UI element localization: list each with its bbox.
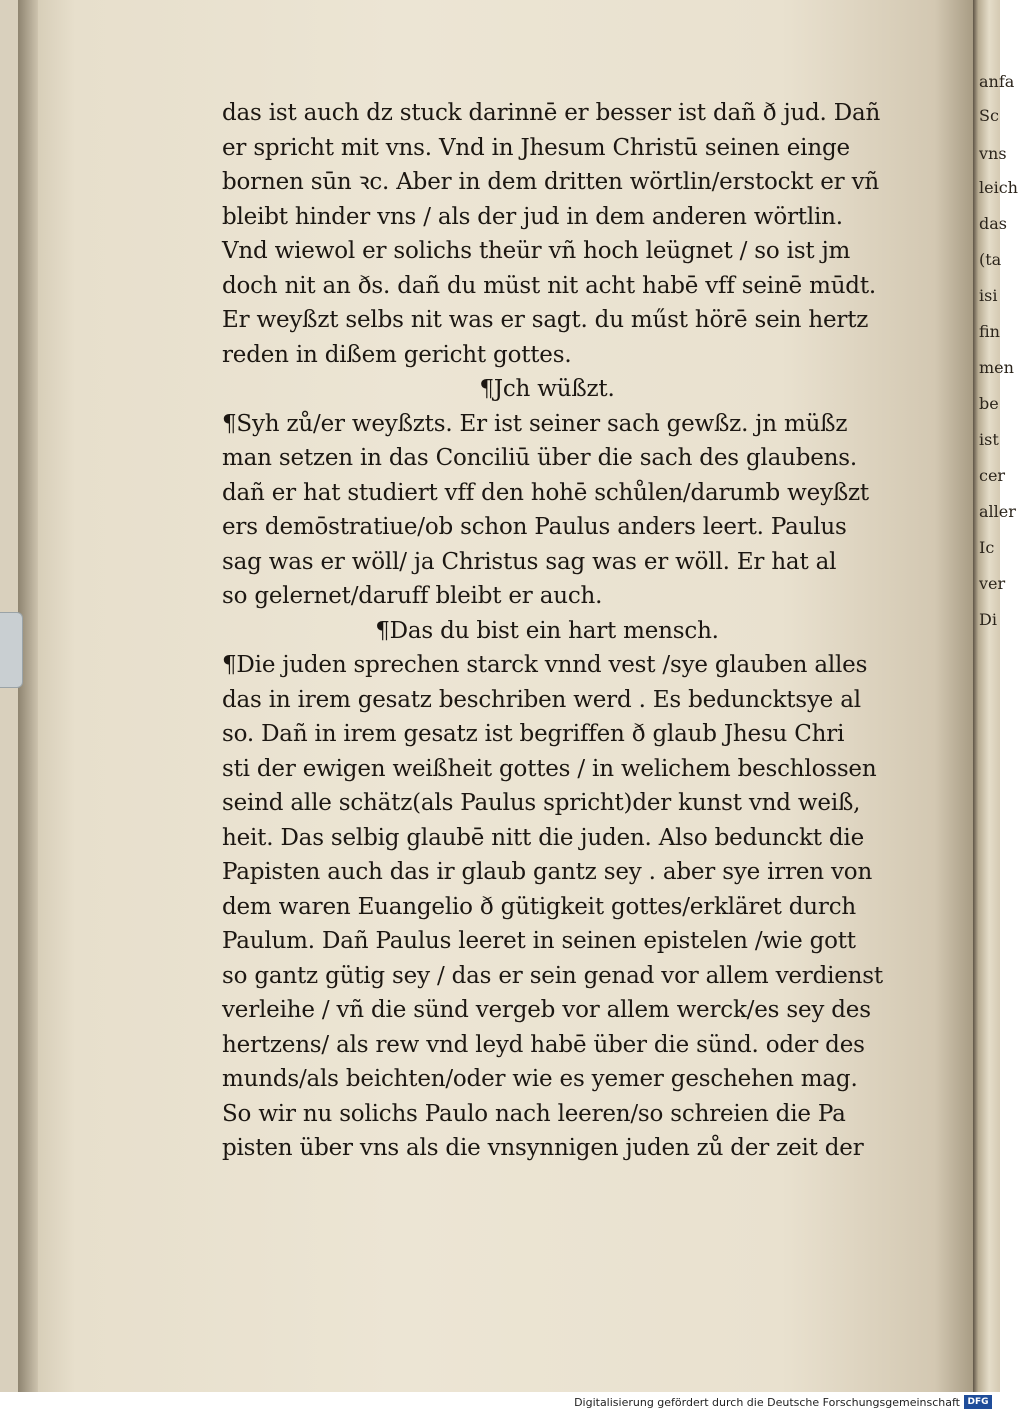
spine-fragment: aller (979, 502, 1016, 521)
text-line: heit. Das selbig glaubē nitt die juden. Also bedunckt die (222, 824, 865, 851)
text-line: so. Dañ in irem gesatz ist begriffen ð glaub Jhesu Chri (222, 721, 845, 747)
facing-page-edge (973, 0, 1018, 1392)
text-line: doch nit an ðs. dañ du müst nit acht habē vff seinē mūdt. (222, 272, 876, 299)
spine-fragment: Sc (979, 106, 999, 125)
spine-fragment: das (979, 214, 1007, 233)
spine-fragment: be (979, 394, 999, 413)
text-line: hertzens/ als rew vnd leyd habē über die sünd. oder des (222, 1031, 865, 1058)
text-line: Papisten auch das ir glaub gantz sey . aber sye irren von (222, 859, 873, 885)
page-text (222, 96, 932, 1166)
funding-credit: Digitalisierung gefördert durch die Deutsche Forschungsgemeinschaft (574, 1396, 960, 1409)
text-line: das in irem gesatz beschriben werd . Es beduncktsye al (222, 686, 861, 713)
text-line: er spricht mit vns. Vnd in Jhesum Christū seinen einge (222, 134, 850, 161)
spine-fragment: fin (979, 322, 1000, 341)
text-line: reden in dißem gericht gottes. (222, 341, 572, 368)
spine-fragment: isi (979, 286, 998, 305)
dfg-logo: DFG (964, 1395, 992, 1409)
spine-fragment: Ic (979, 538, 995, 557)
text-line: pisten über vns als die vnsynnigen juden zů der zeit der (222, 1135, 864, 1161)
text-line: ¶Die juden sprechen starck vnnd vest /sye glauben alles (222, 652, 868, 678)
text-line: man setzen in das Conciliū über die sach des glaubens. (222, 445, 858, 471)
text-line: ¶Syh zů/er weyßzts. Er ist seiner sach gewßz. jn müßz (222, 410, 848, 437)
text-line: bornen sūn ꝛc. Aber in dem dritten wörtlin/erstockt er vñ (222, 169, 879, 195)
spine-fragment: vns (979, 144, 1007, 163)
text-line: sti der ewigen weißheit gottes / in welichem beschlossen (222, 755, 877, 782)
spine-fragment: (ta (979, 250, 1002, 269)
text-line: seind alle schätz(als Paulus spricht)der kunst vnd weiß, (222, 790, 861, 816)
text-line: dem waren Euangelio ð gütigkeit gottes/erkläret durch (222, 893, 857, 920)
text-line: das ist auch dz stuck darinnē er besser ist dañ ð jud. Dañ (222, 100, 881, 126)
text-line: ers demōstratiue/ob schon Paulus anders leert. Paulus (222, 514, 847, 540)
text-line: so gelernet/daruff bleibt er auch. (222, 583, 603, 609)
text-line: munds/als beichten/oder wie es yemer geschehen mag. (222, 1066, 858, 1092)
spine-fragment: leich (979, 178, 1018, 197)
spine-fragment: ist (979, 430, 999, 449)
text-line: dañ er hat studiert vff den hohē schůlen/darumb weyßzt (222, 479, 869, 506)
text-line: Er weyßzt selbs nit was er sagt. du műst hörē sein hertz (222, 307, 869, 333)
text-line: sag was er wöll/ ja Christus sag was er wöll. Er hat al (222, 548, 837, 575)
page-edge-shadow (18, 0, 38, 1392)
spine-fragment: Di (979, 610, 997, 629)
text-line: bleibt hinder vns / als der jud in dem anderen wörtlin. (222, 203, 843, 230)
spine-fragment: anfa (979, 72, 1015, 91)
text-line: verleihe / vñ die sünd vergeb vor allem werck/es sey des (222, 997, 871, 1023)
page-marker-tab (0, 612, 23, 688)
text-line: Vnd wiewol er solichs theür vñ hoch leügnet / so ist jm (222, 238, 851, 264)
section-heading: ¶Das du bist ein hart mensch. (375, 617, 719, 644)
spine-fragment: cer (979, 466, 1006, 485)
text-line: so gantz gütig sey / das er sein genad vor allem verdienst (222, 962, 883, 989)
spine-fragment: men (979, 358, 1014, 377)
section-heading: ¶Jch wüßzt. (479, 376, 615, 402)
spine-fragment: ver (979, 574, 1006, 593)
text-line: Paulum. Dañ Paulus leeret in seinen epistelen /wie gott (222, 928, 856, 954)
text-line: So wir nu solichs Paulo nach leeren/so schreien die Pa (222, 1100, 846, 1127)
